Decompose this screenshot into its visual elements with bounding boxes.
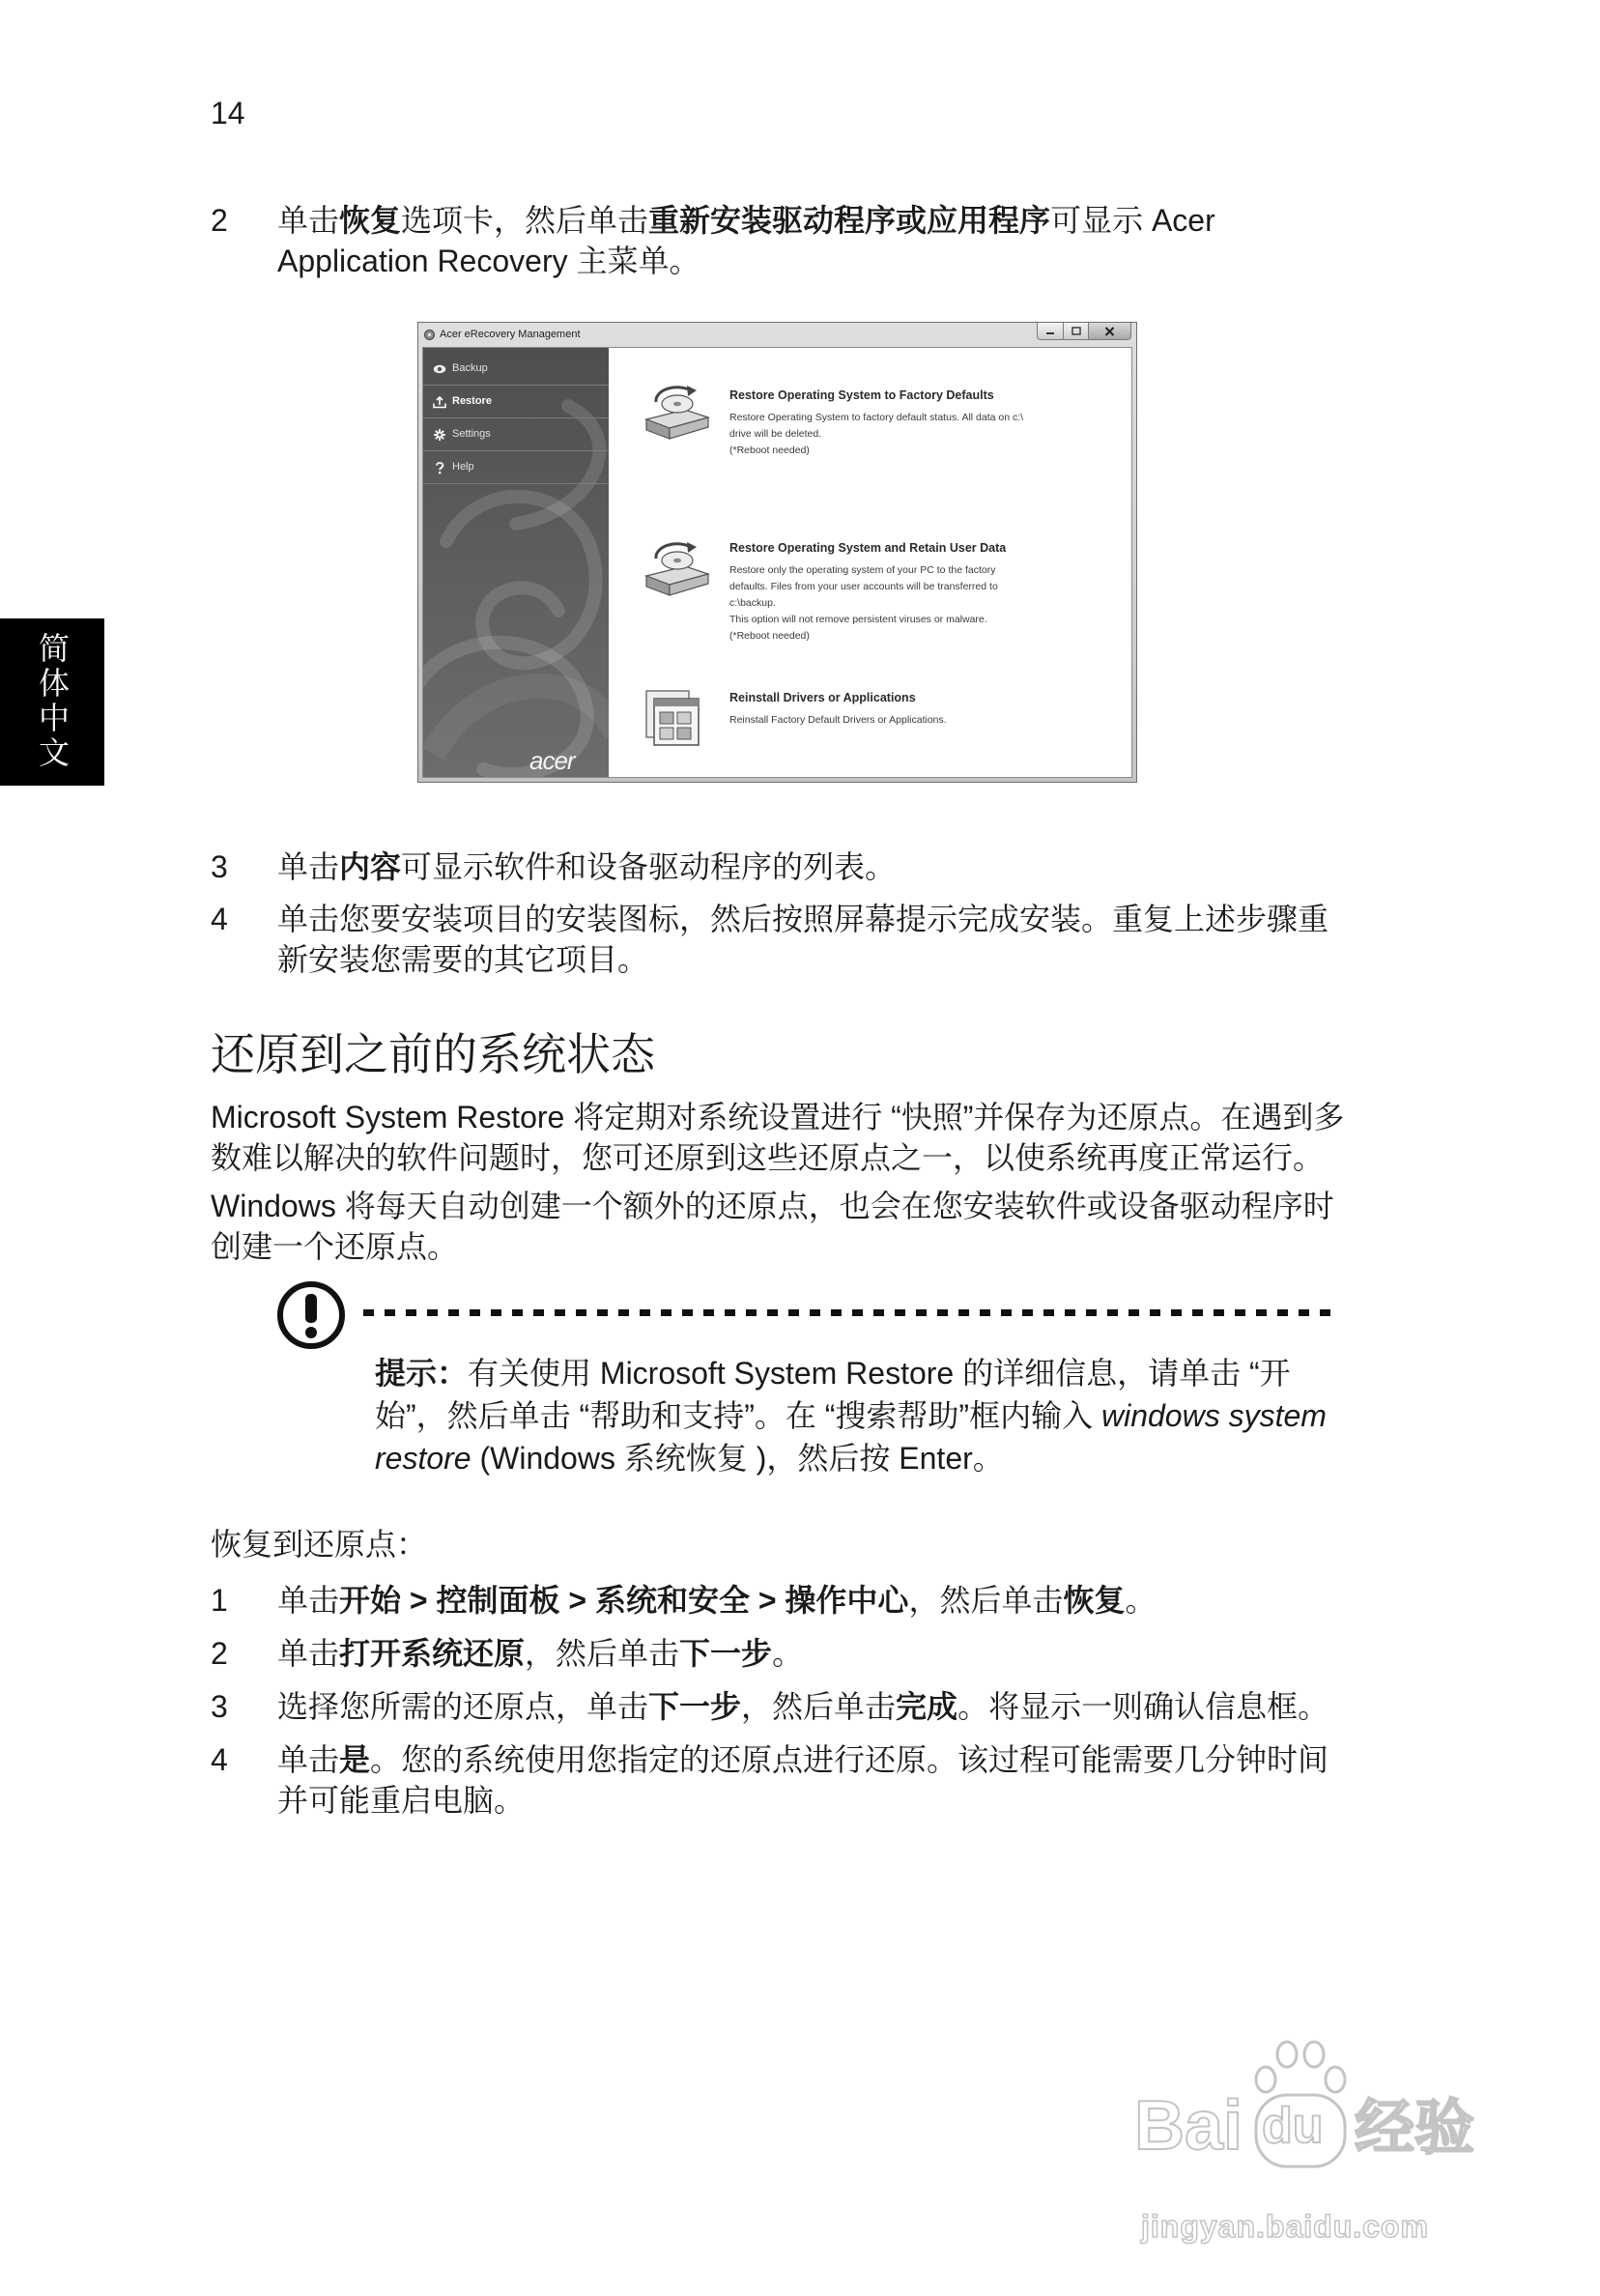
ui-term: 下一步	[679, 1636, 773, 1671]
sidebar-item-label: Backup	[452, 362, 488, 374]
step-text	[277, 200, 1340, 281]
side-tab-label: 简体中文	[34, 632, 71, 771]
ui-term: 内容	[339, 849, 402, 884]
language-side-tab	[0, 618, 104, 786]
ui-term: 下一步	[648, 1689, 742, 1724]
ui-term: 重新安装驱动程序或应用程序	[648, 203, 1051, 238]
ui-term: 恢复	[339, 203, 402, 238]
note-label: 提示：	[375, 1356, 469, 1391]
restore-options-panel	[609, 348, 1131, 777]
app-icon	[424, 330, 435, 340]
list-item	[211, 899, 1341, 980]
acer-logo: acer	[529, 746, 575, 775]
description-line: Restore only the operating system of your PC to the factory	[729, 564, 996, 576]
list-item	[211, 200, 1341, 281]
description-line: drive will be deleted.	[729, 428, 822, 440]
step-text	[277, 1580, 1340, 1621]
text-run: 单击	[277, 1742, 340, 1777]
sidebar-item-label: Help	[452, 461, 474, 473]
text-run: 单击	[277, 1636, 340, 1671]
watermark-brand: Bai	[1134, 2087, 1243, 2165]
step-number: 4	[211, 902, 228, 936]
application-window-icon[interactable]	[641, 685, 704, 751]
watermark-product: 经验	[1355, 2092, 1475, 2163]
step-number: 3	[211, 1689, 228, 1724]
minimize-button[interactable]	[1037, 323, 1064, 340]
step-number: 2	[211, 1636, 228, 1671]
step-text	[277, 847, 1340, 887]
system-restore-section	[211, 1027, 1345, 1821]
warning-icon	[276, 1280, 346, 1350]
text-run: 单击	[277, 203, 340, 238]
description-line: (*Reboot needed)	[729, 630, 810, 642]
text-run: 选项卡，然后单击	[401, 203, 649, 238]
option-restore-retain-user-data[interactable]	[609, 539, 1131, 647]
ui-term: 打开系统还原	[339, 1636, 526, 1671]
restore-icon	[433, 395, 446, 409]
description-line: defaults. Files from your user accounts will be transferred to	[729, 581, 998, 592]
text-run: 。	[772, 1636, 804, 1671]
text-run: ，然后单击	[525, 1636, 680, 1671]
text-run: 有关使用 Microsoft System Restore 的详细信息，请单击 “开始”，然后单击 “帮助和支持”。在 “搜索帮助”框内输入	[375, 1356, 1291, 1433]
title-bar	[418, 323, 1136, 347]
list-item	[211, 1739, 1341, 1821]
step-text	[277, 1686, 1340, 1727]
list-item	[211, 1633, 1341, 1674]
step-number: 3	[211, 849, 228, 884]
paragraph: Microsoft System Restore 将定期对系统设置进行 “快照”并保存为还原点。在遇到多数难以解决的软件问题时，您可还原到这些还原点之一，以使系统再度正常运行。	[211, 1100, 1345, 1175]
step-text	[277, 1633, 1340, 1674]
text-run: 可显示 Acer Application Recovery 主菜单。	[277, 203, 1215, 278]
step-number: 1	[211, 1583, 228, 1618]
restore-intro: 恢复到还原点：	[211, 1527, 428, 1562]
window-title: Acer eRecovery Management	[440, 329, 581, 340]
text-run: ，然后单击	[741, 1689, 897, 1724]
tip-note	[211, 1280, 1341, 1479]
page-number: 14	[211, 96, 245, 130]
backup-icon	[433, 362, 446, 376]
minimize-icon	[1045, 328, 1055, 335]
description-line: Reinstall Factory Default Drivers or Applications.	[729, 714, 947, 726]
option-description	[729, 562, 1006, 645]
description-line: (*Reboot needed)	[729, 445, 810, 456]
text-run: 。您的系统使用您指定的还原点进行还原。该过程可能需要几分钟时间并可能重启电脑。	[277, 1742, 1329, 1818]
restore-drive-icon[interactable]	[641, 383, 714, 446]
text-run: 单击	[277, 849, 340, 884]
sidebar-item-label: Settings	[452, 428, 491, 440]
text-run: 单击您要安装项目的安装图标，然后按照屏幕提示完成安装。重复上述步骤重新安装您需要的其它项目。	[277, 902, 1329, 977]
option-restore-factory-defaults[interactable]	[609, 383, 1131, 470]
sidebar	[423, 348, 609, 777]
note-divider	[363, 1309, 1338, 1316]
ui-term: 恢复	[1063, 1583, 1126, 1618]
text-run: 可显示软件和设备驱动程序的列表。	[401, 849, 897, 884]
sidebar-item-backup[interactable]	[423, 353, 609, 386]
step-text	[277, 899, 1340, 980]
step-number: 2	[211, 203, 228, 238]
step-number: 4	[211, 1742, 228, 1777]
text-run: 单击	[277, 1583, 340, 1618]
sidebar-item-label: Restore	[452, 395, 492, 407]
ui-term: 完成	[896, 1689, 958, 1724]
gear-icon	[433, 428, 446, 442]
paragraph: Windows 将每天自动创建一个额外的还原点，也会在您安装软件或设备驱动程序时创建一个还原点。	[211, 1189, 1334, 1264]
sidebar-item-restore[interactable]	[423, 386, 609, 418]
description-line: c:\backup.	[729, 597, 776, 609]
option-reinstall-drivers-applications[interactable]	[609, 685, 1131, 753]
step-text	[277, 1739, 1340, 1821]
option-description	[729, 712, 947, 729]
option-title[interactable]: Reinstall Drivers or Applications	[729, 691, 916, 704]
ui-term: 开始 > 控制面板 > 系统和安全 > 操作中心	[339, 1583, 909, 1618]
close-icon	[1104, 327, 1115, 336]
maximize-icon	[1071, 327, 1081, 335]
window-client-area	[422, 347, 1132, 778]
list-item	[211, 1686, 1341, 1727]
help-icon	[433, 461, 446, 474]
text-run: 选择您所需的还原点，单击	[277, 1689, 649, 1724]
watermark-url: jingyan.baidu.com	[1141, 2209, 1429, 2244]
text-run: (Windows 系统恢复 )，然后按 Enter。	[471, 1441, 1004, 1476]
close-button[interactable]	[1088, 323, 1131, 340]
recovery-window-screenshot	[417, 322, 1137, 783]
list-item	[211, 847, 1341, 887]
option-title[interactable]: Restore Operating System and Retain User Data	[729, 541, 1007, 555]
sidebar-item-help[interactable]	[423, 451, 609, 484]
option-title[interactable]: Restore Operating System to Factory Defaults	[729, 388, 994, 402]
watermark-paw-text: du	[1262, 2098, 1324, 2154]
text-run: 。	[1125, 1583, 1157, 1618]
list-item	[211, 1580, 1341, 1621]
description-line: Restore Operating System to factory default status. All data on c:\	[729, 412, 1024, 423]
sidebar-item-settings[interactable]	[423, 418, 609, 451]
text-run: ，然后单击	[908, 1583, 1064, 1618]
option-description	[729, 410, 1023, 459]
restore-drive-icon[interactable]	[641, 539, 714, 603]
description-line: This option will not remove persistent viruses or malware.	[729, 614, 987, 625]
text-run: 。将显示一则确认信息框。	[957, 1689, 1329, 1724]
section-heading: 还原到之前的系统状态	[211, 1029, 655, 1079]
search-term: windows system restore	[375, 1398, 1327, 1476]
maximize-button[interactable]	[1063, 323, 1089, 340]
ui-term: 是	[339, 1742, 371, 1777]
